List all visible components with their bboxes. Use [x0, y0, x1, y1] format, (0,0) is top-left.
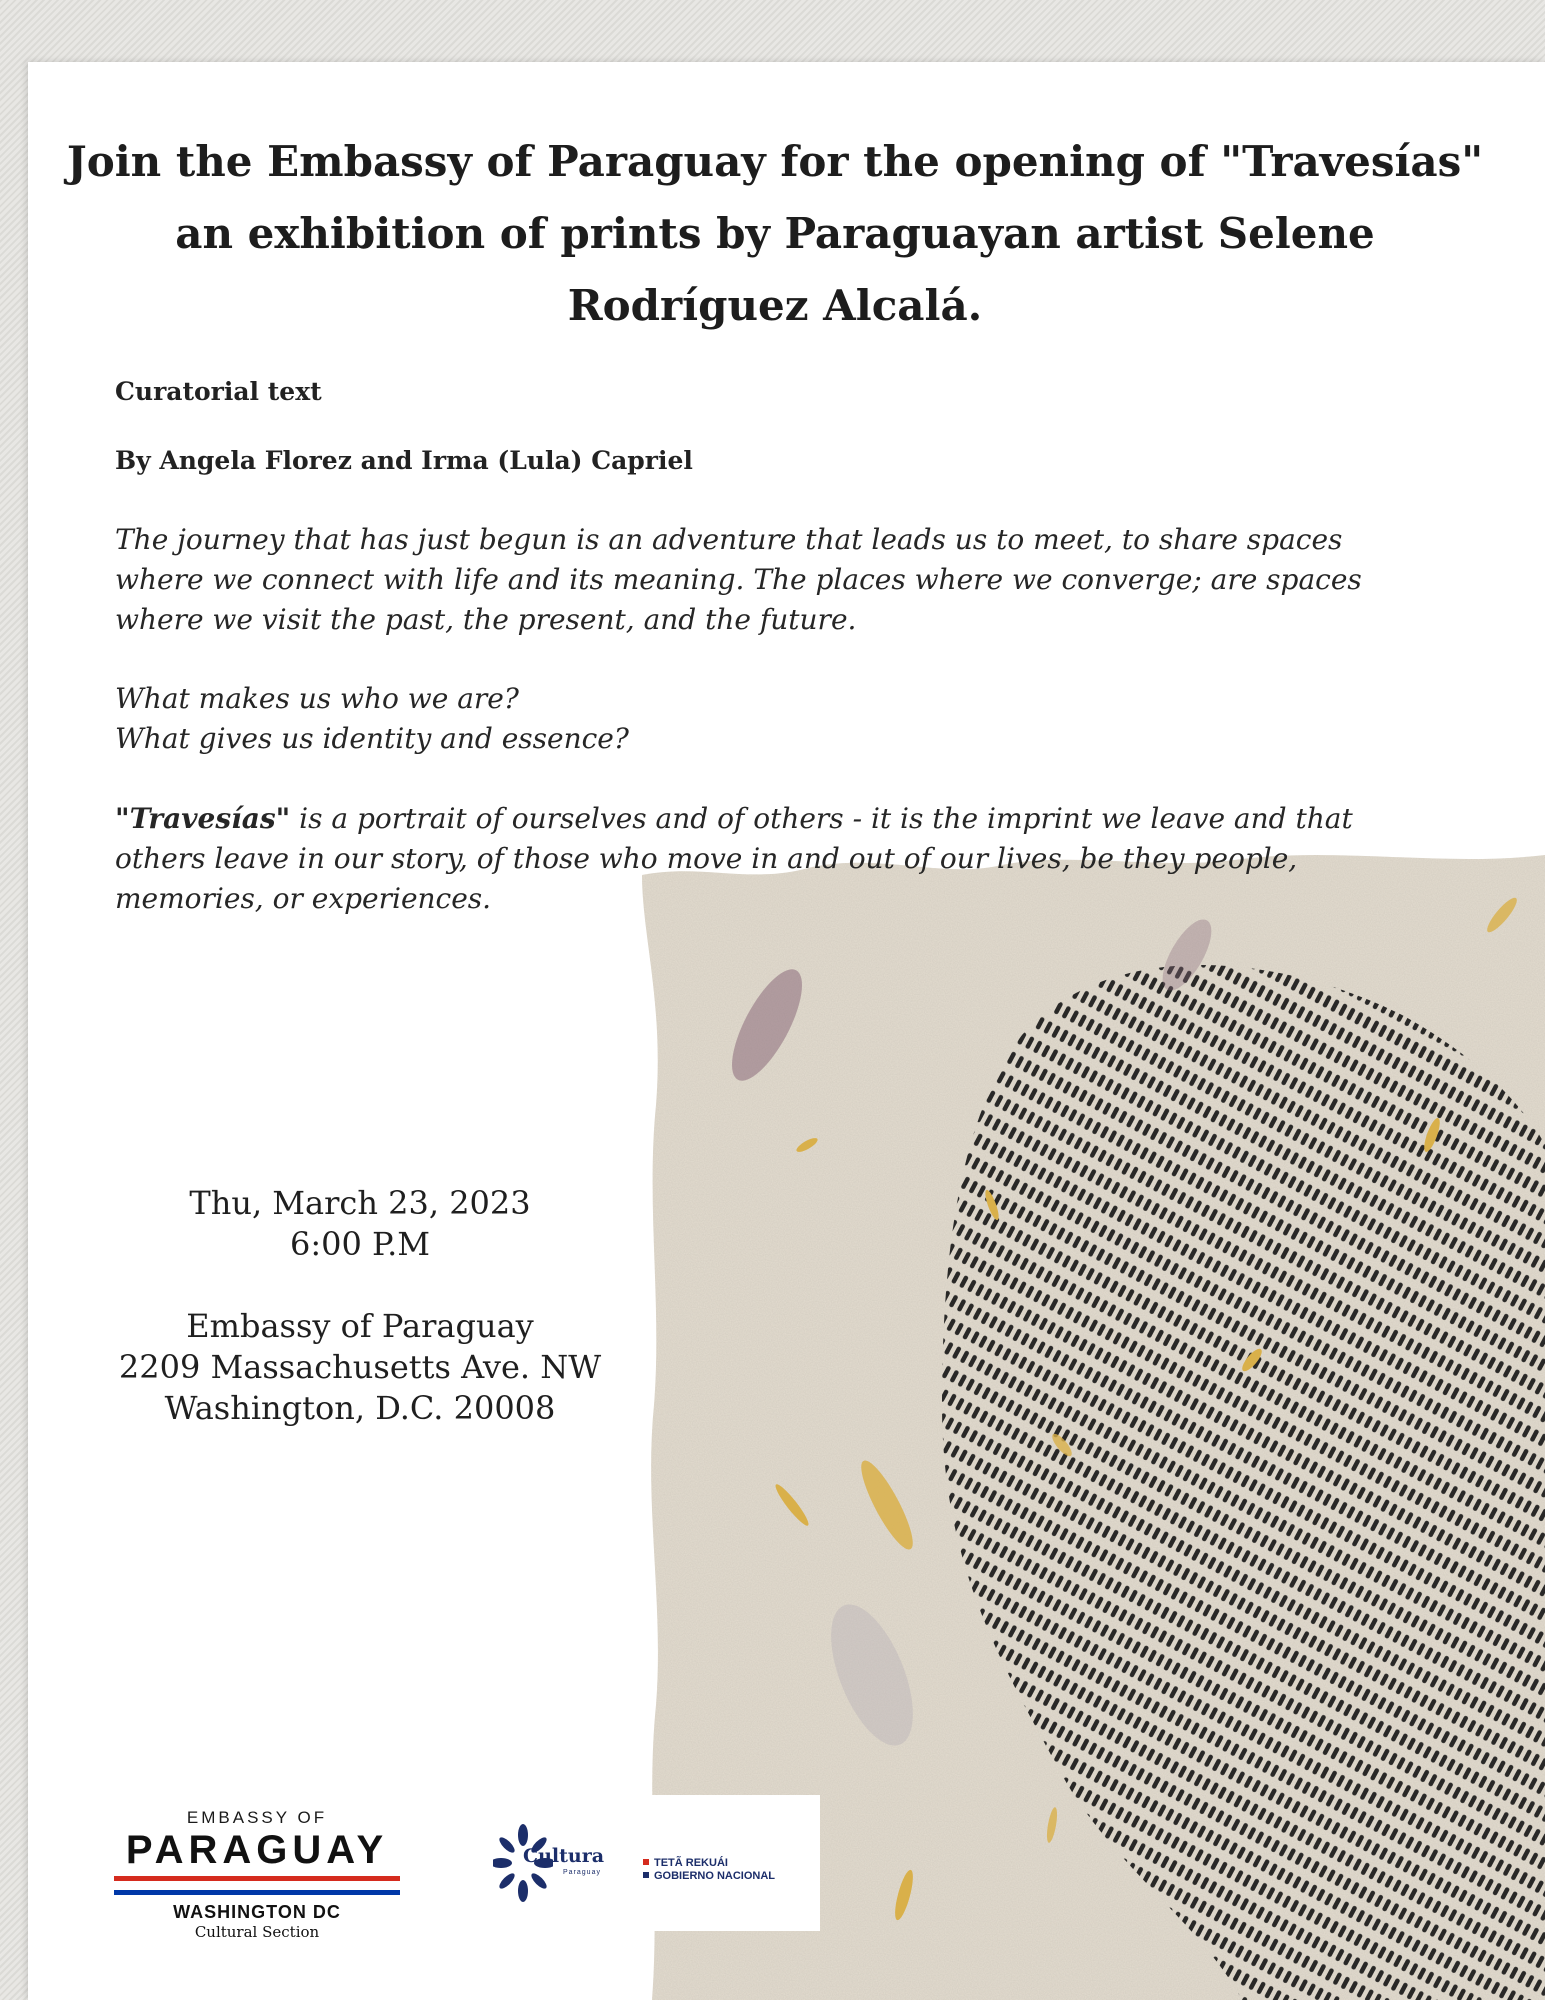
headline-line-3: Rodríguez Alcalá.	[567, 281, 983, 330]
question-2: What gives us identity and essence?	[115, 722, 629, 755]
curatorial-label: Curatorial text	[115, 377, 322, 406]
embassy-logo-city: WASHINGTON DC	[173, 1902, 341, 1922]
byline: By Angela Florez and Irma (Lula) Capriel	[115, 446, 693, 475]
question-1: What makes us who we are?	[115, 682, 519, 715]
embassy-logo-section: Cultural Section	[194, 1923, 320, 1941]
event-date: Thu, March 23, 2023	[189, 1184, 531, 1222]
headline-line-1: Join the Embassy of Paraguay for the opening of "Travesías"	[66, 137, 1484, 186]
invitation-headline	[60, 126, 1490, 342]
exhibition-title: "Travesías"	[115, 802, 291, 835]
event-street: 2209 Massachusetts Ave. NW	[118, 1348, 602, 1386]
paragraph-3-text: is a portrait of ourselves and of others - it is the imprint we leave and that others leave in our story, of those who move in and out of our lives, be they people, memories, or experiences.	[115, 802, 1353, 915]
event-time: 6:00 P.M	[289, 1225, 430, 1263]
cultura-name: Cultura	[523, 1845, 605, 1867]
gov-line-2: GOBIERNO NACIONAL	[654, 1870, 775, 1882]
embassy-logo-top: EMBASSY OF	[186, 1808, 328, 1827]
event-city: Washington, D.C. 20008	[164, 1389, 556, 1427]
flag-stripes	[114, 1876, 400, 1896]
embassy-logo	[112, 1808, 402, 1941]
curatorial-paragraph-1: The journey that has just begun is an adventure that leads us to meet, to share spaces where we connect with life and its meaning. The places where we converge; are spaces where we visit the past, the present, and the future.	[115, 523, 1362, 636]
embassy-logo-name: PARAGUAY	[125, 1828, 389, 1872]
gov-line-1: TETÃ REKUÁI	[654, 1857, 728, 1869]
curatorial-paragraph-3	[115, 799, 1435, 919]
event-venue: Embassy of Paraguay	[186, 1307, 534, 1345]
headline-line-2: an exhibition of prints by Paraguayan artist Selene	[175, 209, 1375, 258]
cultura-government-logo	[475, 1795, 820, 1931]
government-label	[643, 1857, 775, 1883]
cultura-sub: Paraguay	[563, 1869, 601, 1876]
